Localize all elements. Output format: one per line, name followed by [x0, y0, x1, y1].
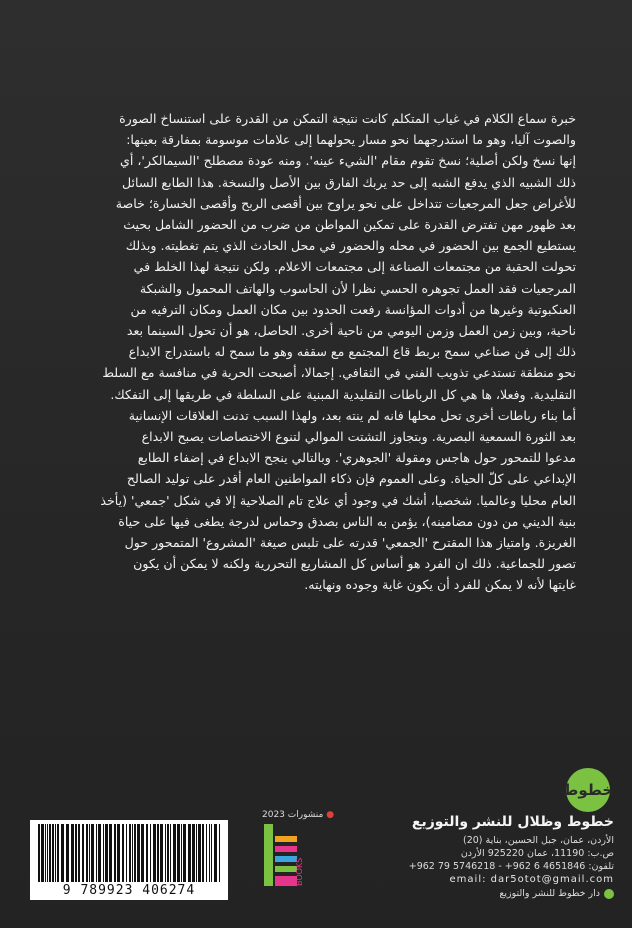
barcode-bar — [167, 824, 169, 882]
books-logo-letters: BOOKS — [295, 857, 304, 886]
barcode-bar — [214, 824, 217, 882]
barcode-bar — [109, 824, 112, 882]
barcode-bar — [47, 824, 48, 882]
blurb-line: غايتها لأنه لا يمكن للفرد أن يكون غاية وجوده ونهايته. — [304, 577, 576, 593]
barcode-bar — [192, 824, 195, 882]
barcode-bar — [55, 824, 56, 882]
barcode-bar — [170, 824, 171, 882]
blurb-line: يستطيع الجمع بين الحضور في محله والحضور في محل الحادث الذي يتم تغطيته. وبذلك — [125, 238, 576, 254]
blurb-line: للأغراض جعل المرجعيات تتداخل على نحو يراوح بين أقصى الربح وأقصى الخسارة؛ خاصة — [115, 195, 576, 211]
blurb-line: مدعوا للتمحور حول هاجس ومقولة 'الجوهري'. وبالتالي ينجح الابداع في إضفاء الطابع — [137, 450, 576, 466]
publisher-pobox: ص.ب: 11190، عمان 925220 الأردن — [460, 848, 614, 859]
blurb-line: العنكبوتية وغيرها من أدوات المؤانسة رفعت الحدود بين مكان العمل ومكان الترفيه من — [130, 301, 576, 317]
blurb-line: ذلك الشبيه الذي يدفع الشبه إلى حد يربك الفارق بين الأصل والنسخة. هذا الطابع السائل — [121, 174, 576, 190]
barcode-bar — [45, 824, 46, 882]
barcode-bar — [117, 824, 120, 882]
barcode-bar — [181, 824, 182, 882]
blurb-line: والصوت آليا، وهو ما استدرجهما نحو مسار يحولهما إلى علامات موسومة بمفارقة بعينها: — [126, 132, 576, 148]
barcode-bar — [38, 824, 40, 882]
blurb-line: ذلك إلى فن صناعي سمح بربط قاع المجتمع مع سقفه وهو ما سمح له باستدراج الابداع — [128, 344, 576, 360]
barcode-bar — [137, 824, 140, 882]
logo-badge-text: خطوط — [562, 781, 614, 799]
barcode-bar — [49, 824, 51, 882]
publisher-facebook — [214, 887, 614, 901]
blurb-line: الإبداعي على كلّ الحياة. وعلى العموم فإن ذكاء المواطنين العام أقدر على توليد الصالح — [126, 471, 576, 487]
blurb-line: المرجعيات فقد العمل تجوهره الحسي نظرا لأن الحاسوب والهاتف المحمول والشبكة — [139, 280, 576, 296]
barcode-bar — [61, 824, 64, 882]
publisher-address: الأردن، عمان، جبل الحسين، بناية (20) — [462, 835, 614, 846]
barcode-bar — [209, 824, 210, 882]
blurb-line: بعد ظهور مهن تفترض القدرة على تمكين المواطن من ضرب من الحضور الشامل بحيث — [123, 217, 576, 233]
barcode-bar — [89, 824, 90, 882]
publisher-info — [214, 814, 614, 901]
barcode-bar — [160, 824, 163, 882]
barcode-bar — [173, 824, 176, 882]
facebook-label: دار خطوط للنشر والتوزيع — [499, 888, 600, 899]
barcode-bar — [132, 824, 133, 882]
barcode-bar — [157, 824, 159, 882]
facebook-icon — [604, 889, 614, 899]
barcode-bar — [122, 824, 124, 882]
blurb-line: تصور للجماعية. ذلك ان الفرد هو أساس كل المشاريع التحررية ولكنه لا يمكن أن يكون — [133, 556, 576, 572]
barcode-bar — [114, 824, 116, 882]
barcode-bar — [196, 824, 197, 882]
blurb-line: بنية الديني من دون مضامينه)، يؤمن به الناس بصدق وحماس لدرجة يطغى فيها على حياة — [118, 513, 576, 529]
isbn-barcode — [30, 820, 228, 900]
barcode-bar — [211, 824, 212, 882]
publisher-email: email: dar5otot@gmail.com — [449, 874, 614, 885]
barcode-bar — [103, 824, 104, 882]
red-bullet-icon: ● — [326, 810, 335, 820]
barcode-bar — [198, 824, 201, 882]
barcode-bar — [41, 824, 44, 882]
publisher-name: خطوط وظلال للنشر والتوزيع — [411, 814, 614, 830]
barcode-bar — [57, 824, 59, 882]
barcode-bar — [146, 824, 148, 882]
barcode-bar — [165, 824, 166, 882]
blurb-line: نحو منطقة تستدعي تذويب الفني في الثقافي. إجمالا، أصبحت الحرية في منافسة مع السلط — [102, 365, 576, 381]
blurb-line: تحولت الحقبة من مجتمعات الصناعة إلى مجتمعات الاعلام. ولكن نتيجة لهذا الخلط في — [133, 259, 576, 275]
barcode-bar — [75, 824, 77, 882]
barcode-bar — [141, 824, 144, 882]
barcode-digits: 9 789923 406274 — [62, 883, 196, 898]
barcode-bar — [78, 824, 80, 882]
year-label: منشورات 2023 — [262, 810, 324, 820]
blurb-line: ناحية، وبين زمن العمل وزمن اليومي من ناحية أخرى. الحاصل، هو أن تحول السينما بعد — [126, 323, 576, 339]
barcode-bar — [91, 824, 94, 882]
barcode-bar — [206, 824, 207, 882]
blurb-text — [58, 108, 576, 596]
barcode-bar — [82, 824, 84, 882]
barcode-bar — [202, 824, 204, 882]
blurb-line: إنها نسخ ولكن أصلية؛ نسخ تقوم مقام 'الشيء عينه'. ومنه عودة مصطلح 'السيمالكر'، أي — [120, 153, 576, 169]
barcode-bar — [96, 824, 97, 882]
barcode-bar — [71, 824, 74, 882]
blurb-line: العام محليا وعالميا. شخصيا، أشك في وجود أي علاج تام الصلاحية إلا في شكل 'جمعي' (يأخذ — [100, 492, 576, 508]
barcode-bar — [219, 824, 220, 882]
barcode-bar — [153, 824, 156, 882]
barcode-bar — [86, 824, 88, 882]
barcode-bar — [66, 824, 69, 882]
barcode-bar — [52, 824, 54, 882]
barcode-bar — [129, 824, 131, 882]
barcode-bar — [150, 824, 151, 882]
barcode-bars — [36, 824, 222, 882]
barcode-bar — [98, 824, 101, 882]
blurb-line: التقليدية. وفعلا، ها هي كل الرباطات التقليدية المبنية على السلطة في طريقها إلى التفكك. — [110, 386, 576, 402]
barcode-bar — [126, 824, 127, 882]
blurb-line: خبرة سماع الكلام في غياب المتكلم كانت نتيجة التمكن من القدرة على استنساخ الصورة — [119, 111, 576, 126]
barcode-bar — [134, 824, 136, 882]
blurb-line: بعد الثورة السمعية البصرية. وبتجاوز التشتت الموالي لتنوع الاختصاصات يصبح الابداع — [141, 429, 576, 445]
blurb-line: أما بناء رباطات أخرى تحل محلها فانه لم ينته بعد، ولهذا السبب تدنت العلاقات الإنسانية — [128, 407, 576, 423]
barcode-bar — [177, 824, 180, 882]
barcode-bar — [188, 824, 191, 882]
khotot-logo-icon — [562, 768, 614, 812]
barcode-bar — [105, 824, 108, 882]
publisher-phone: تلفون: 4651846 6 962+ - 5746218 79 962+ — [408, 861, 614, 872]
barcode-bar — [183, 824, 186, 882]
blurb-line: الغريزة. وامتياز هذا المقترح 'الجمعي' قدرته على تلبس صيغة 'المشروع' المتمحور حول — [124, 535, 576, 551]
